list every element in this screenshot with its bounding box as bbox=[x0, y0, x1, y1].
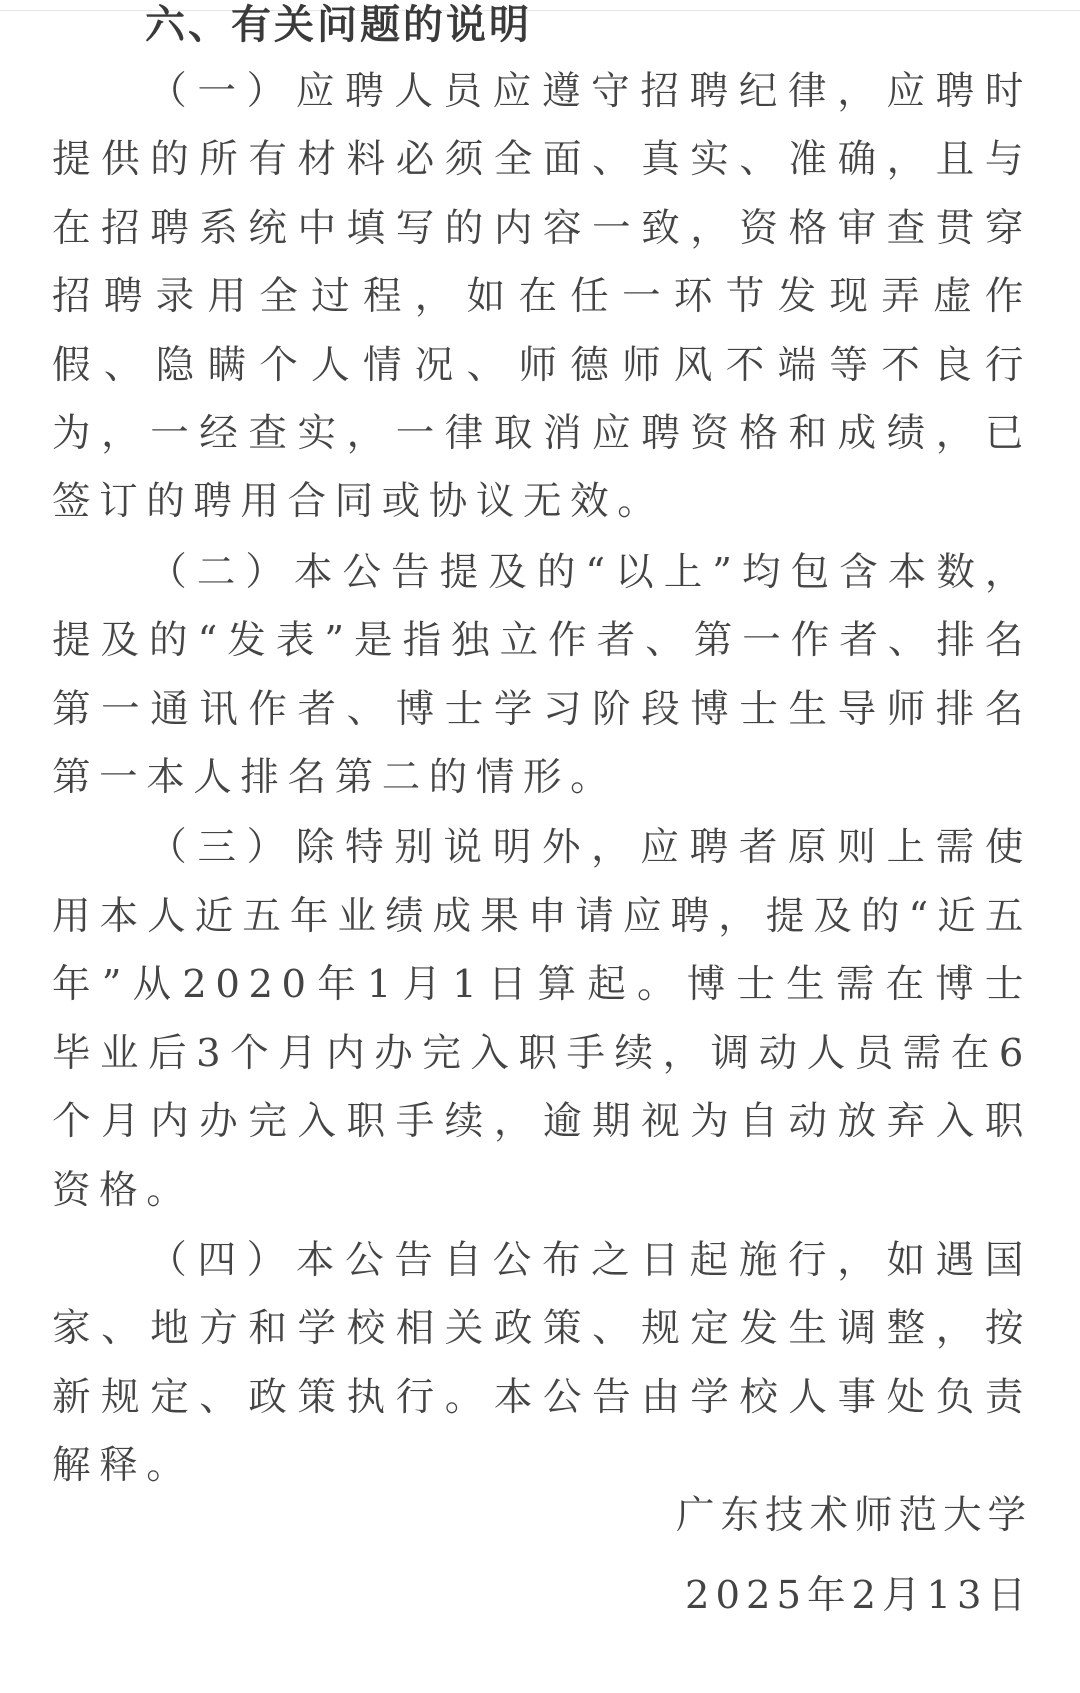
paragraph-4-effective: （四）本公告自公布之日起施行，如遇国家、地方和学校相关政策、规定发生调整，按新规定、政策执行。本公告由学校人事处负责解释。 bbox=[52, 1237, 1032, 1489]
paragraph-3-achievements: （三）除特别说明外，应聘者原则上需使用本人近五年业绩成果申请应聘，提及的“近五年”从2020年1月1日算起。博士生需在博士毕业后3个月内办完入职手续，调动人员需在6个月内办完入职手续，逾期视为自动放弃入职资格。 bbox=[52, 825, 1032, 1213]
announcement-body bbox=[52, 0, 1032, 1501]
signature-organization: 广东技术师范大学 bbox=[675, 1493, 1032, 1538]
section-title: 六、有关问题的说明 bbox=[145, 1, 532, 48]
paragraph-2-definitions: （二）本公告提及的“以上”均包含本数，提及的“发表”是指独立作者、第一作者、排名第一通讯作者、博士学习阶段博士生导师排名第一本人排名第二的情形。 bbox=[52, 549, 1032, 801]
signature-date: 2025年2月13日 bbox=[685, 1573, 1032, 1618]
paragraph-1-discipline: （一）应聘人员应遵守招聘纪律，应聘时提供的所有材料必须全面、真实、准确，且与在招聘系统中填写的内容一致，资格审查贯穿招聘录用全过程，如在任一环节发现弄虚作假、隐瞒个人情况、师德师风不端等不良行为，一经查实，一律取消应聘资格和成绩，已签订的聘用合同或协议无效。 bbox=[52, 69, 1032, 525]
